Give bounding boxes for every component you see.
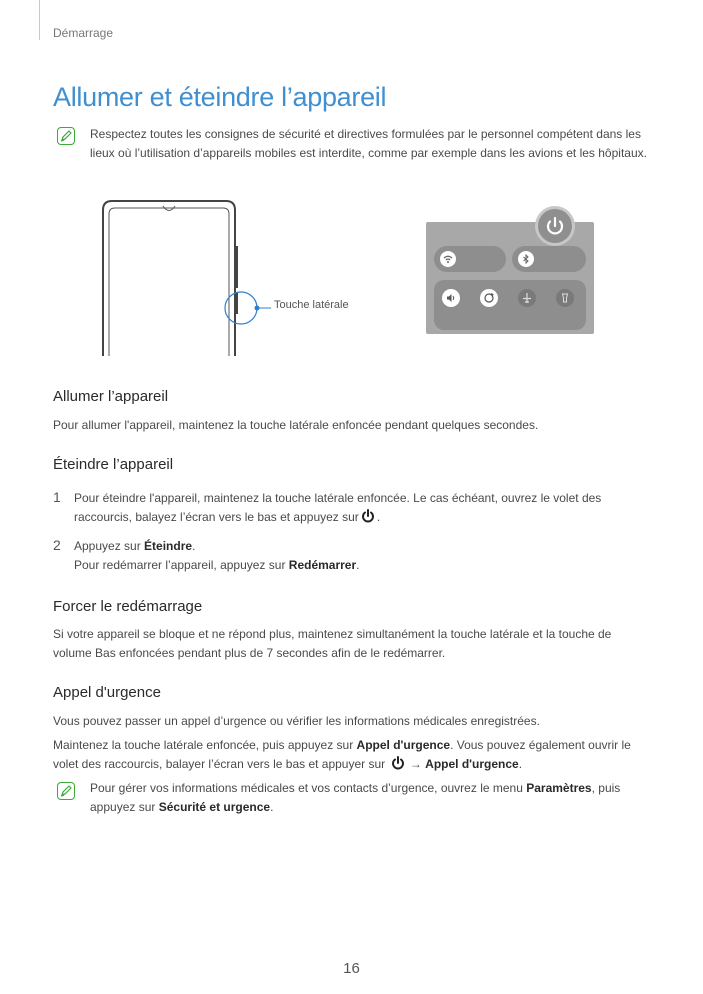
power-icon xyxy=(538,209,572,243)
power-on-heading: Allumer l’appareil xyxy=(53,388,169,405)
note-icon xyxy=(57,127,75,145)
wifi-icon xyxy=(440,251,456,267)
intro-note-text: Respectez toutes les consignes de sécurité et directives formulées par le personnel compétent dans les lieux où l’utilisation d’appareils mobiles est interdite, comme par exemple dans les avions et les hôpitaux. xyxy=(90,127,647,160)
power-off-heading: Éteindre l’appareil xyxy=(53,456,174,473)
emergency-note-text: Pour gérer vos informations médicales et vos contacts d’urgence, ouvrez le menu Paramètres, puis appuyez sur Sécurité et urgence. xyxy=(90,781,621,814)
emergency-text-2: Maintenez la touche latérale enfoncée, puis appuyez sur Appel d'urgence. Vous pouvez également ouvrir le volet des raccourcis, balayer l’écran vers le bas et appuyer sur → Appel d'urgence. xyxy=(53,738,631,771)
page-title: Allumer et éteindre l’appareil xyxy=(53,82,387,112)
quick-toggle-row xyxy=(434,280,586,330)
force-restart-text: Si votre appareil se bloque et ne répond plus, maintenez simultanément la touche latérale et la touche de volume Bas enfoncées pendant plus de 7 secondes afin de le redémarrer. xyxy=(53,627,612,660)
page-number: 16 xyxy=(343,960,360,977)
flashlight-icon xyxy=(556,289,574,307)
phone-figure xyxy=(95,196,365,358)
step-2-text: Appuyez sur Éteindre. Pour redémarrer l’appareil, appuyez sur Redémarrer. xyxy=(74,539,360,572)
side-key-label: Touche latérale xyxy=(274,299,349,311)
power-on-text: Pour allumer l'appareil, maintenez la touche latérale enfoncée pendant quelques secondes. xyxy=(53,418,539,432)
power-icon xyxy=(360,508,376,524)
step-number: 1 xyxy=(53,489,61,505)
wifi-tile xyxy=(434,246,506,272)
section-header: Démarrage xyxy=(53,26,114,40)
power-button-highlight xyxy=(538,209,572,243)
sound-icon xyxy=(442,289,460,307)
note-icon xyxy=(57,782,75,800)
step-number: 2 xyxy=(53,537,61,553)
airplane-icon xyxy=(518,289,536,307)
rotate-icon xyxy=(480,289,498,307)
margin-rule xyxy=(39,0,40,40)
bluetooth-icon xyxy=(518,251,534,267)
emergency-text-1: Vous pouvez passer un appel d’urgence ou vérifier les informations médicales enregistrées. xyxy=(53,714,540,728)
side-key-callout-circle xyxy=(225,292,257,324)
power-icon xyxy=(390,755,406,771)
force-restart-heading: Forcer le redémarrage xyxy=(53,598,203,615)
step-1-text: Pour éteindre l'appareil, maintenez la touche latérale enfoncée. Le cas échéant, ouvrez le volet des raccourcis, balayez l’écran vers le bas et appuyez sur . xyxy=(74,491,602,524)
emergency-heading: Appel d'urgence xyxy=(53,684,161,701)
bluetooth-tile xyxy=(512,246,586,272)
